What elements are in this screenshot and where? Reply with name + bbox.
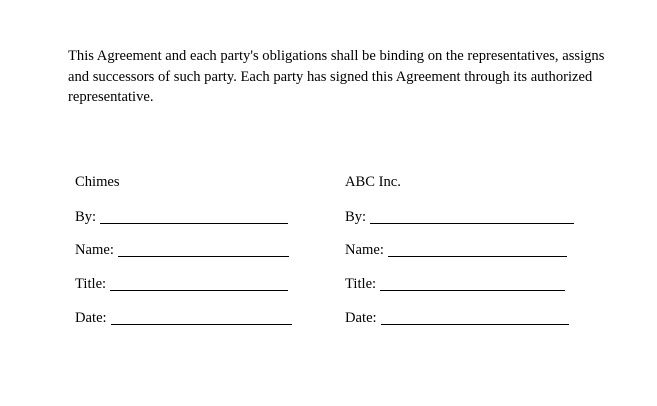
date-signature-line-left[interactable] bbox=[111, 310, 292, 325]
binding-clause-paragraph: This Agreement and each party's obligations shall be binding on the representatives, assigns and successors of such party. Each party has signed this Agreement through its authorized representative. bbox=[68, 48, 605, 105]
title-signature-line-right[interactable] bbox=[380, 276, 565, 291]
by-field-right bbox=[345, 206, 574, 227]
name-field-right bbox=[345, 239, 567, 260]
party-name-right: ABC Inc. bbox=[345, 174, 401, 190]
left-signature-block bbox=[75, 172, 120, 326]
name-field-left bbox=[75, 239, 289, 260]
title-field-right bbox=[345, 273, 565, 294]
name-label-right: Name: bbox=[345, 242, 384, 258]
date-label-right: Date: bbox=[345, 310, 377, 326]
date-field-left bbox=[75, 307, 292, 328]
by-signature-line-left[interactable] bbox=[100, 209, 288, 224]
by-label-left: By: bbox=[75, 209, 97, 225]
name-label-left: Name: bbox=[75, 242, 114, 258]
date-field-right bbox=[345, 307, 569, 328]
by-signature-line-right[interactable] bbox=[370, 209, 574, 224]
title-label-left: Title: bbox=[75, 276, 107, 292]
date-label-left: Date: bbox=[75, 310, 107, 326]
title-field-left bbox=[75, 273, 288, 294]
by-label-right: By: bbox=[345, 209, 367, 225]
title-label-right: Title: bbox=[345, 276, 377, 292]
name-signature-line-right[interactable] bbox=[388, 242, 567, 257]
name-signature-line-left[interactable] bbox=[118, 242, 289, 257]
by-field-left bbox=[75, 206, 288, 227]
party-name-left: Chimes bbox=[75, 174, 120, 190]
date-signature-line-right[interactable] bbox=[381, 310, 569, 325]
right-signature-block bbox=[345, 172, 401, 326]
title-signature-line-left[interactable] bbox=[110, 276, 288, 291]
